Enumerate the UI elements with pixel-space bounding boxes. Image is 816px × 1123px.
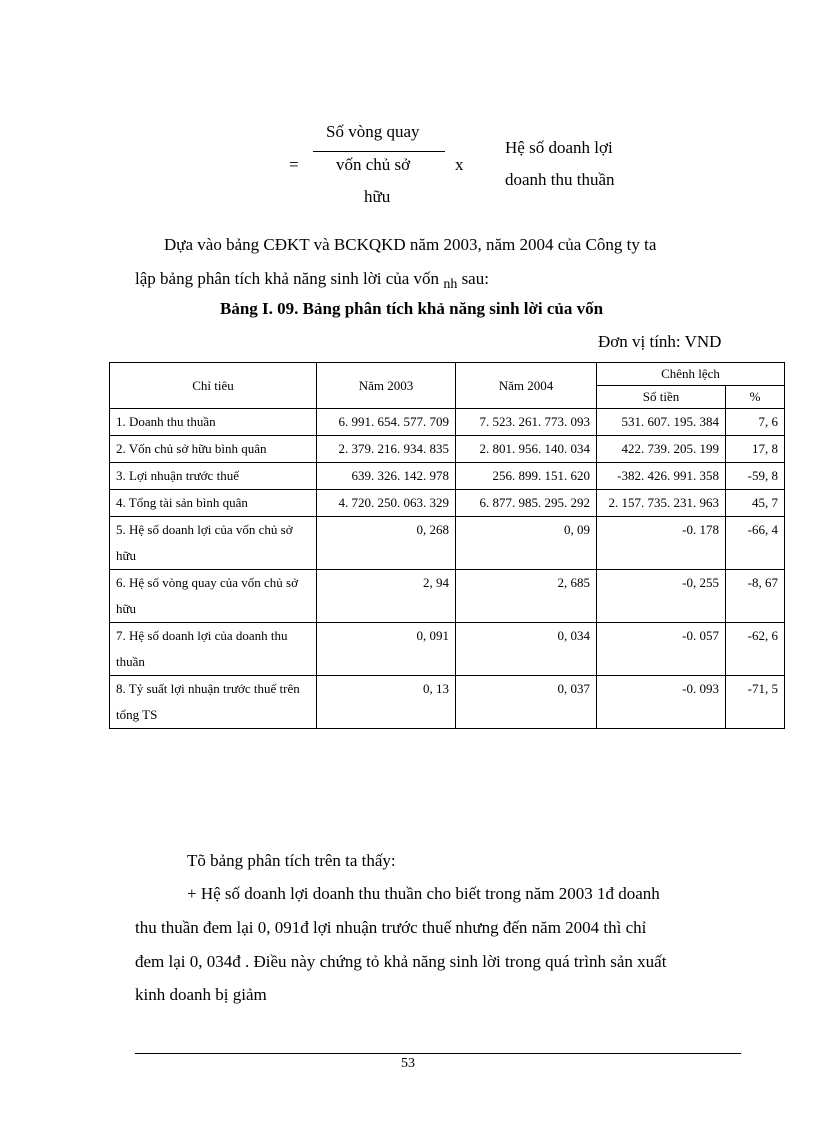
row-2004: 0, 037 xyxy=(456,676,597,729)
row-2004: 7. 523. 261. 773. 093 xyxy=(456,409,597,436)
table-row xyxy=(110,436,785,463)
row-2004: 6. 877. 985. 295. 292 xyxy=(456,490,597,517)
row-2004: 2. 801. 956. 140. 034 xyxy=(456,436,597,463)
analysis-line4: đem lại 0, 034đ . Điều này chứng tỏ khả năng sinh lời trong quá trình sản xuất xyxy=(135,952,667,971)
footer-divider xyxy=(135,1053,741,1054)
header-amount: Số tiền xyxy=(597,386,726,409)
table-row xyxy=(110,623,785,676)
row-2004: 256. 899. 151. 620 xyxy=(456,463,597,490)
row-amount: -0, 255 xyxy=(597,570,726,623)
formula-denominator-line2: hữu xyxy=(364,187,391,206)
header-percent: % xyxy=(726,386,785,409)
row-2004: 0, 09 xyxy=(456,517,597,570)
fraction-line xyxy=(313,151,445,152)
row-label: 7. Hệ số doanh lợi của doanh thu thuần xyxy=(110,623,317,676)
table-row xyxy=(110,517,785,570)
row-percent: -62, 6 xyxy=(726,623,785,676)
page-number: 53 xyxy=(401,1056,415,1071)
formula-right-line2: doanh thu thuần xyxy=(505,170,615,189)
row-amount: -382. 426. 991. 358 xyxy=(597,463,726,490)
row-percent: -66, 4 xyxy=(726,517,785,570)
row-2003: 2, 94 xyxy=(317,570,456,623)
row-label: 3. Lợi nhuận trước thuế xyxy=(110,463,317,490)
intro-line2-sub: nh xyxy=(443,277,458,292)
row-2003: 0, 13 xyxy=(317,676,456,729)
header-2003: Năm 2003 xyxy=(317,363,456,409)
header-diff: Chênh lệch xyxy=(597,363,785,386)
row-percent: 45, 7 xyxy=(726,490,785,517)
formula-times: x xyxy=(455,155,464,174)
row-percent: 17, 8 xyxy=(726,436,785,463)
row-percent: 7, 6 xyxy=(726,409,785,436)
row-amount: -0. 093 xyxy=(597,676,726,729)
row-label: 2. Vốn chủ sở hữu bình quân xyxy=(110,436,317,463)
unit-label: Đơn vị tính: VND xyxy=(598,332,722,351)
row-amount: 2. 157. 735. 231. 963 xyxy=(597,490,726,517)
row-percent: -8, 67 xyxy=(726,570,785,623)
formula-equals: = xyxy=(289,155,299,174)
row-2003: 6. 991. 654. 577. 709 xyxy=(317,409,456,436)
table-row xyxy=(110,676,785,729)
formula-denominator-line1: vốn chủ sở xyxy=(336,155,411,174)
row-2003: 4. 720. 250. 063. 329 xyxy=(317,490,456,517)
formula-right-line1: Hệ số doanh lợi xyxy=(505,138,613,157)
table-row xyxy=(110,570,785,623)
analysis-line2: + Hệ số doanh lợi doanh thu thuần cho biết trong năm 2003 1đ doanh xyxy=(187,884,660,903)
intro-line2 xyxy=(135,261,489,298)
formula-numerator: Số vòng quay xyxy=(326,122,420,141)
analysis-line3: thu thuần đem lại 0, 091đ lợi nhuận trước thuế nhưng đến năm 2004 thì chỉ xyxy=(135,918,647,937)
row-amount: 531. 607. 195. 384 xyxy=(597,409,726,436)
capital-profitability-table xyxy=(109,362,785,729)
row-label: 6. Hệ số vòng quay của vốn chủ sở hữu xyxy=(110,570,317,623)
row-percent: -71, 5 xyxy=(726,676,785,729)
intro-line2-b: sau: xyxy=(461,269,489,288)
table-row xyxy=(110,463,785,490)
row-2004: 0, 034 xyxy=(456,623,597,676)
table-header-row xyxy=(110,363,785,386)
row-2003: 0, 268 xyxy=(317,517,456,570)
header-indicator: Chỉ tiêu xyxy=(110,363,317,409)
row-2003: 639. 326. 142. 978 xyxy=(317,463,456,490)
intro-line2-a: lập bảng phân tích khả năng sinh lời của vốn xyxy=(135,269,440,288)
row-2004: 2, 685 xyxy=(456,570,597,623)
row-percent: -59, 8 xyxy=(726,463,785,490)
row-label: 1. Doanh thu thuần xyxy=(110,409,317,436)
table-row xyxy=(110,490,785,517)
analysis-line5: kinh doanh bị giảm xyxy=(135,985,267,1004)
row-label: 5. Hệ số doanh lợi của vốn chủ sở hữu xyxy=(110,517,317,570)
table-row xyxy=(110,409,785,436)
row-2003: 0, 091 xyxy=(317,623,456,676)
row-label: 4. Tổng tài sản bình quân xyxy=(110,490,317,517)
header-2004: Năm 2004 xyxy=(456,363,597,409)
row-amount: -0. 178 xyxy=(597,517,726,570)
intro-line1: Dựa vào bảng CĐKT và BCKQKD năm 2003, năm 2004 của Công ty ta xyxy=(164,235,657,254)
row-amount: -0. 057 xyxy=(597,623,726,676)
table-caption: Bảng I. 09. Bảng phân tích khả năng sinh lời của vốn xyxy=(220,299,604,318)
row-amount: 422. 739. 205. 199 xyxy=(597,436,726,463)
row-label: 8. Tỷ suất lợi nhuận trước thuế trên tổng TS xyxy=(110,676,317,729)
analysis-line1: Tõ bảng phân tích trên ta thấy: xyxy=(187,851,396,870)
row-2003: 2. 379. 216. 934. 835 xyxy=(317,436,456,463)
